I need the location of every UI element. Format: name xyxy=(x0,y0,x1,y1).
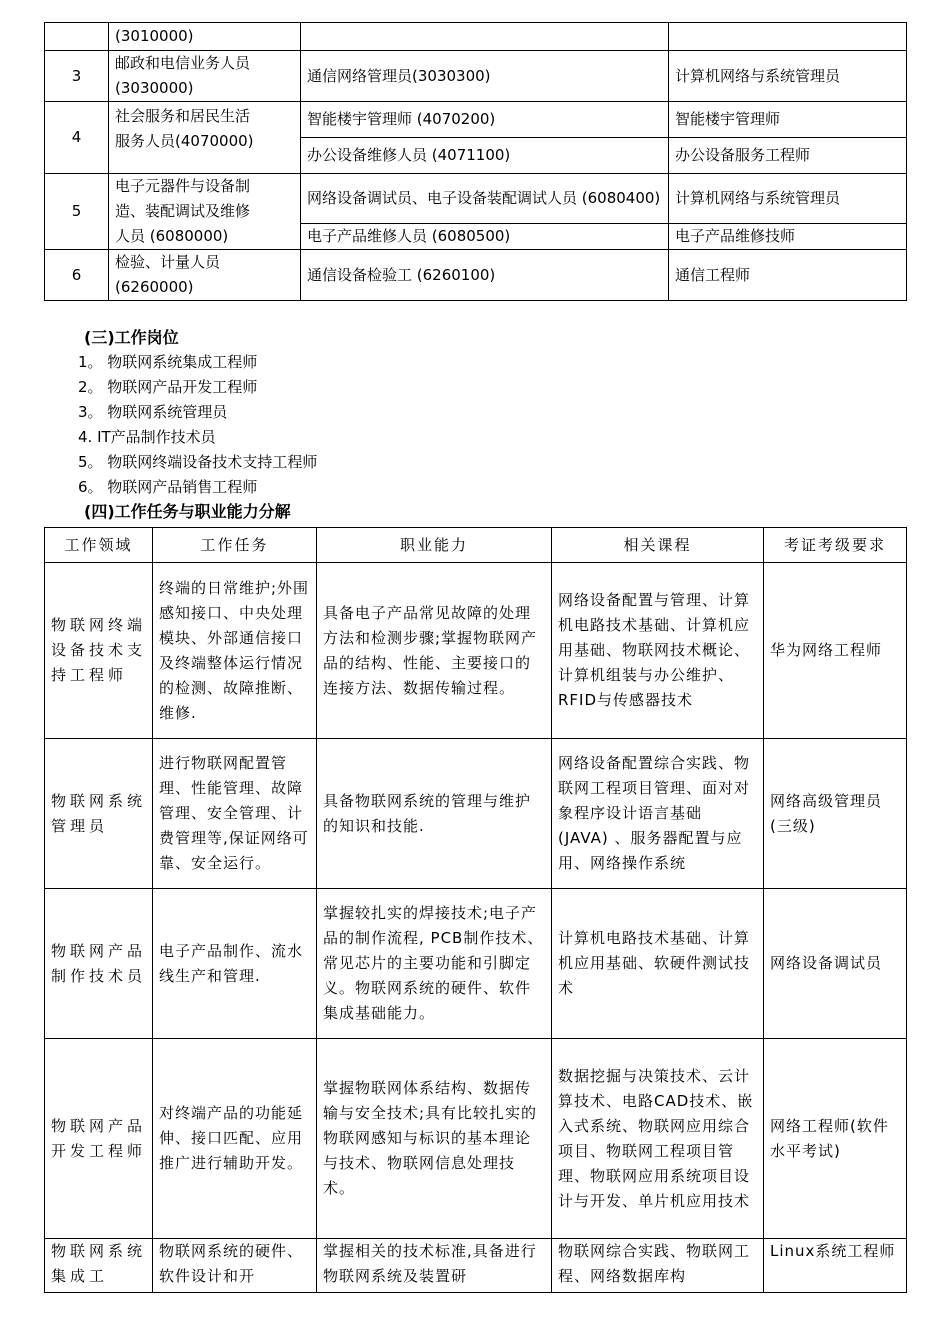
row-number: 4 xyxy=(45,102,109,174)
row-number: 3 xyxy=(45,51,109,102)
position-name: 智能楼宇管理师 (4070200) xyxy=(301,102,669,138)
ability: 掌握物联网体系结构、数据传输与安全技术;具有比较扎实的物联网感知与标识的基本理论与技术、物联网信息处理技术。 xyxy=(317,1039,552,1239)
certification: 网络高级管理员 (三级) xyxy=(764,739,907,889)
list-item: 2。 物联网产品开发工程师 xyxy=(78,378,258,396)
work-task: 进行物联网配置管理、性能管理、故障管理、安全管理、计费管理等,保证网络可靠、安全运行。 xyxy=(153,739,317,889)
table-row xyxy=(45,889,907,1039)
job-list xyxy=(78,350,317,500)
header-courses: 相关课程 xyxy=(552,528,764,563)
table-row xyxy=(45,563,907,739)
courses: 物联网综合实践、物联网工程、网络数据库构 xyxy=(552,1239,764,1293)
courses: 网络设备配置综合实践、物联网工程项目管理、面对对象程序设计语言基础 (JAVA) 、服务器配置与应用、网络操作系统 xyxy=(552,739,764,889)
position-cert: 办公设备服务工程师 xyxy=(669,138,907,174)
table-row xyxy=(45,739,907,889)
occupation-category: 社会服务和居民生活 服务人员(4070000) xyxy=(109,102,301,174)
certification: 网络设备调试员 xyxy=(764,889,907,1039)
table-row xyxy=(45,102,907,138)
table-row xyxy=(45,51,907,102)
header-area: 工作领域 xyxy=(45,528,153,563)
table-row xyxy=(45,23,907,51)
position-cert: 通信工程师 xyxy=(669,250,907,301)
ability: 掌握相关的技术标准,具备进行物联网系统及装置研 xyxy=(317,1239,552,1293)
work-area: 物联网终端设备技术支持工程师 xyxy=(45,563,153,739)
table-header-row xyxy=(45,528,907,563)
work-task: 终端的日常维护;外围感知接口、中央处理模块、外部通信接口及终端整体运行情况的检测、故障推断、维修. xyxy=(153,563,317,739)
occupation-category: 电子元器件与设备制 造、装配调试及维修 人员 (6080000) xyxy=(109,174,301,250)
certification: Linux系统工程师 xyxy=(764,1239,907,1293)
position-cert: 电子产品维修技师 xyxy=(669,224,907,250)
ability: 具备物联网系统的管理与维护的知识和技能. xyxy=(317,739,552,889)
list-item: 5。 物联网终端设备技术支持工程师 xyxy=(78,453,318,471)
certification: 华为网络工程师 xyxy=(764,563,907,739)
courses: 数据挖掘与决策技术、云计算技术、电路CAD技术、嵌入式系统、物联网应用综合项目、物联网工程项目管理、物联网应用系统项目设计与开发、单片机应用技术 xyxy=(552,1039,764,1239)
list-item: 4. IT产品制作技术员 xyxy=(78,428,216,446)
table-row xyxy=(45,1039,907,1239)
header-task: 工作任务 xyxy=(153,528,317,563)
position-cert: 计算机网络与系统管理员 xyxy=(669,174,907,224)
work-area: 物联网系统管理员 xyxy=(45,739,153,889)
position-name: 电子产品维修人员 (6080500) xyxy=(301,224,669,250)
position-name: 通信设备检验工 (6260100) xyxy=(301,250,669,301)
position-cert: 计算机网络与系统管理员 xyxy=(669,51,907,102)
position-cert: 智能楼宇管理师 xyxy=(669,102,907,138)
header-ability: 职业能力 xyxy=(317,528,552,563)
occupation-category: (3010000) xyxy=(109,23,301,51)
work-area: 物联网产品开发工程师 xyxy=(45,1039,153,1239)
row-number: 5 xyxy=(45,174,109,250)
row-number xyxy=(45,23,109,51)
row-number: 6 xyxy=(45,250,109,301)
position-name: 办公设备维修人员 (4071100) xyxy=(301,138,669,174)
work-area: 物联网产品制作技术员 xyxy=(45,889,153,1039)
work-area: 物联网系统集成工 xyxy=(45,1239,153,1293)
position-name xyxy=(301,23,669,51)
ability: 掌握较扎实的焊接技术;电子产品的制作流程, PCB制作技术、常见芯片的主要功能和引脚定义。物联网系统的硬件、软件集成基础能力。 xyxy=(317,889,552,1039)
position-name: 通信网络管理员(3030300) xyxy=(301,51,669,102)
section-3-title: (三)工作岗位 xyxy=(84,328,179,347)
work-task: 物联网系统的硬件、软件设计和开 xyxy=(153,1239,317,1293)
list-item: 6。 物联网产品销售工程师 xyxy=(78,478,258,496)
table-row xyxy=(45,250,907,301)
table-row xyxy=(45,174,907,224)
occupation-table xyxy=(44,22,907,301)
table-row xyxy=(45,1239,907,1293)
ability: 具备电子产品常见故障的处理方法和检测步骤;掌握物联网产品的结构、性能、主要接口的连接方法、数据传输过程。 xyxy=(317,563,552,739)
occupation-category: 邮政和电信业务人员 (3030000) xyxy=(109,51,301,102)
courses: 计算机电路技术基础、计算机应用基础、软硬件测试技术 xyxy=(552,889,764,1039)
header-cert: 考证考级要求 xyxy=(764,528,907,563)
work-task: 对终端产品的功能延伸、接口匹配、应用推广进行辅助开发。 xyxy=(153,1039,317,1239)
position-cert xyxy=(669,23,907,51)
list-item: 3。 物联网系统管理员 xyxy=(78,403,228,421)
task-ability-table xyxy=(44,527,907,1293)
occupation-category: 检验、计量人员 (6260000) xyxy=(109,250,301,301)
certification: 网络工程师(软件水平考试) xyxy=(764,1039,907,1239)
courses: 网络设备配置与管理、计算机电路技术基础、计算机应用基础、物联网技术概论、计算机组装与办公维护、RFID与传感器技术 xyxy=(552,563,764,739)
work-task: 电子产品制作、流水线生产和管理. xyxy=(153,889,317,1039)
section-4-title: (四)工作任务与职业能力分解 xyxy=(84,502,291,521)
list-item: 1。 物联网系统集成工程师 xyxy=(78,353,258,371)
position-name: 网络设备调试员、电子设备装配调试人员 (6080400) xyxy=(301,174,669,224)
